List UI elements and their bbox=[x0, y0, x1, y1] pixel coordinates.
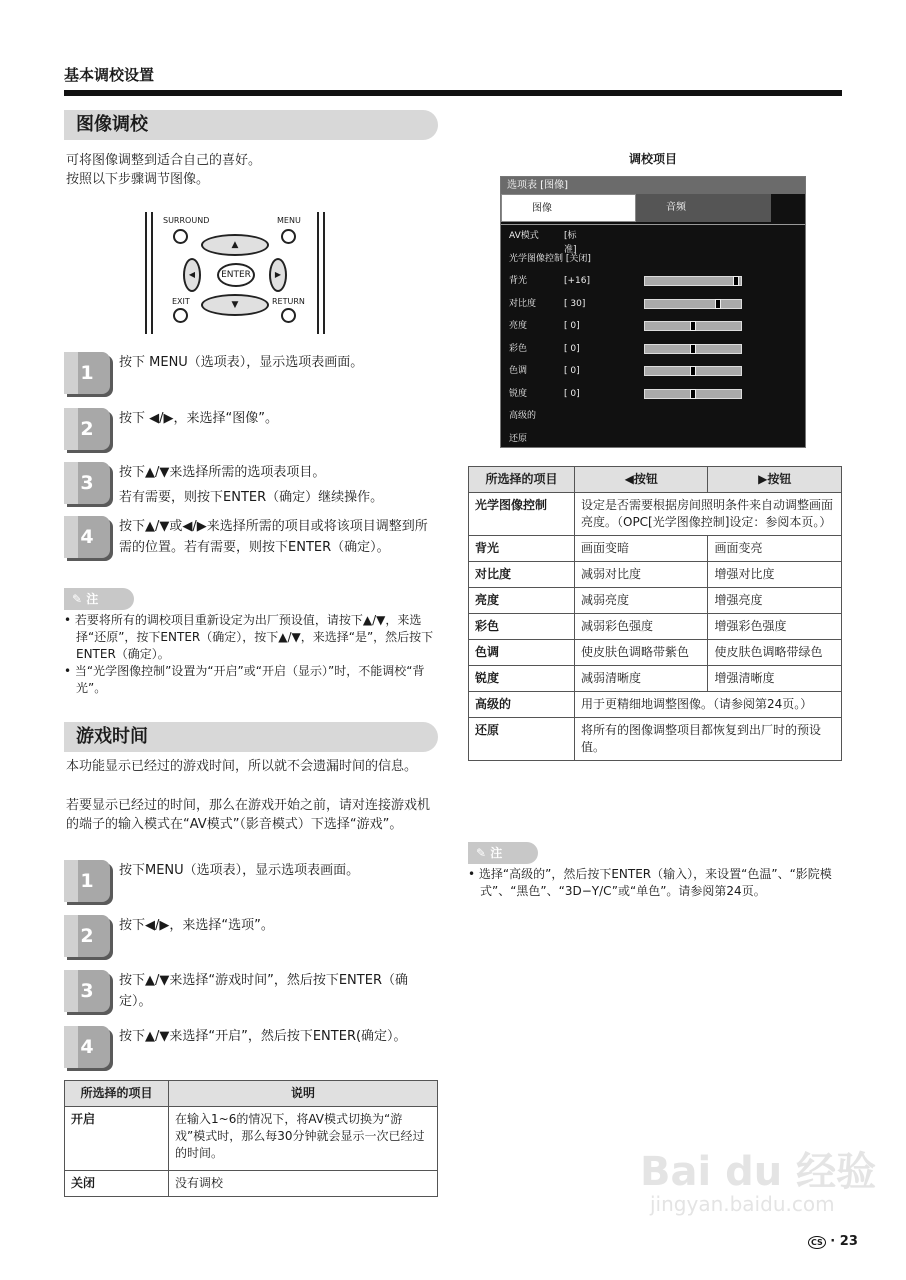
osd-row-label: AV模式 bbox=[509, 231, 539, 241]
osd-row[interactable] bbox=[509, 364, 799, 378]
osd-row-value: [ 0] bbox=[564, 321, 580, 331]
osd-row-label: 光学图像控制 [关闭] bbox=[509, 254, 591, 264]
note-label: ✎ 注 bbox=[64, 588, 134, 610]
enter-button[interactable]: ENTER bbox=[217, 263, 255, 287]
step-text: 按下▲/▼来选择“开启”，然后按下ENTER(确定）。 bbox=[119, 1029, 407, 1044]
step-2 bbox=[64, 408, 438, 450]
step-text: 按下MENU（选项表），显示选项表画面。 bbox=[119, 863, 360, 878]
osd-row-value: [ 0] bbox=[564, 344, 580, 354]
table-header: ▶按钮 bbox=[708, 467, 842, 493]
osd-row[interactable] bbox=[509, 409, 536, 423]
menu-button[interactable] bbox=[281, 229, 296, 244]
exit-button[interactable] bbox=[173, 308, 188, 323]
right-button[interactable]: ▶ bbox=[269, 258, 287, 292]
step-number: 1 bbox=[64, 860, 110, 902]
osd-row[interactable] bbox=[509, 319, 799, 333]
osd-row-value: [标准] bbox=[564, 231, 577, 255]
surround-button[interactable] bbox=[173, 229, 188, 244]
table-cell: 减弱彩色强度 bbox=[575, 614, 708, 640]
step-number: 4 bbox=[64, 516, 110, 558]
up-button[interactable]: ▲ bbox=[201, 234, 269, 256]
osd-tab-audio[interactable] bbox=[636, 194, 771, 222]
note-text: 当“光学图像控制”设置为“开启”或“开启（显示）”时，不能调校“背光”。 bbox=[74, 664, 425, 695]
step-number: 3 bbox=[64, 970, 110, 1012]
step-text-line: 若有需要，则按下ENTER（确定）继续操作。 bbox=[119, 490, 384, 505]
table-header: 所选择的项目 bbox=[65, 1081, 169, 1107]
step2-4 bbox=[64, 1026, 438, 1068]
step-4 bbox=[64, 516, 438, 580]
osd-row-label: 背光 bbox=[509, 276, 528, 286]
intro-line-1: 可将图像调整到适合自己的喜好。 bbox=[66, 153, 262, 168]
surround-label: SURROUND bbox=[163, 216, 210, 225]
step-number: 3 bbox=[64, 462, 110, 504]
osd-row[interactable] bbox=[509, 342, 799, 356]
note-text: 若要将所有的调校项目重新设定为出厂预设值，请按下▲/▼，来选择“还原”，按下ENTER（确定），按下▲/▼，来选择“是”，然后按下ENTER（确定）。 bbox=[74, 613, 434, 661]
osd-row-label: 色调 bbox=[509, 366, 528, 376]
down-button[interactable]: ▼ bbox=[201, 294, 269, 316]
osd-tab-label: 图像 bbox=[532, 203, 552, 214]
return-button[interactable] bbox=[281, 308, 296, 323]
osd-caption: 调校项目 bbox=[628, 152, 677, 166]
note-label-text: 注 bbox=[86, 592, 99, 606]
osd-row[interactable] bbox=[509, 229, 577, 255]
note-item: • 当“光学图像控制”设置为“开启”或“开启（显示）”时，不能调校“背光”。 bbox=[64, 664, 425, 695]
table-header: 说明 bbox=[169, 1081, 438, 1107]
table-cell: 光学图像控制 bbox=[469, 493, 575, 536]
game-time-title: 游戏时间 bbox=[64, 722, 438, 752]
left-button[interactable]: ◀ bbox=[183, 258, 201, 292]
table-cell: 将所有的图像调整项目都恢复到出厂时的预设值。 bbox=[575, 718, 842, 761]
osd-row-label: 高级的 bbox=[509, 411, 537, 421]
osd-row[interactable] bbox=[509, 274, 799, 288]
table-cell: 减弱亮度 bbox=[575, 588, 708, 614]
step-text: 按下 MENU（选项表），显示选项表画面。 bbox=[119, 355, 364, 370]
step-1 bbox=[64, 352, 438, 394]
table-cell: 增强彩色强度 bbox=[708, 614, 842, 640]
table-cell: 减弱对比度 bbox=[575, 562, 708, 588]
page-number: 23 bbox=[839, 1234, 858, 1249]
osd-menu bbox=[500, 176, 806, 448]
table-cell: 背光 bbox=[469, 536, 575, 562]
table-cell: 在输入1~6的情况下，将AV模式切换为“游戏”模式时，那么每30分钟就会显示一次已经过的时间。 bbox=[169, 1107, 438, 1171]
table-cell: 增强亮度 bbox=[708, 588, 842, 614]
note-2: • 选择“高级的”，然后按下ENTER（输入），来设置“色温”、“影院模式”、“黑色”、“3D−Y/C”或“单色”。请参阅第24页。 bbox=[468, 867, 832, 898]
image-adjust-title: 图像调校 bbox=[64, 110, 438, 140]
table-cell: 没有调校 bbox=[169, 1171, 438, 1197]
table-cell: 使皮肤色调略带绿色 bbox=[708, 640, 842, 666]
table-cell: 用于更精细地调整图像。（请参阅第24页。） bbox=[575, 692, 842, 718]
step2-3 bbox=[64, 970, 438, 1012]
osd-row-label: 亮度 bbox=[509, 321, 528, 331]
table-cell: 减弱清晰度 bbox=[575, 666, 708, 692]
game-para-2: 若要显示已经过的时间，那么在游戏开始之前，请对连接游戏机的端子的输入模式在“AV模式”（影音模式）下选择“游戏”。 bbox=[66, 798, 431, 832]
osd-row-value: [ 30] bbox=[564, 299, 586, 309]
osd-tab-label: 音频 bbox=[666, 202, 686, 213]
table-cell: 开启 bbox=[65, 1107, 169, 1171]
step-number: 4 bbox=[64, 1026, 110, 1068]
note-item: • 若要将所有的调校项目重新设定为出厂预设值，请按下▲/▼，来选择“还原”，按下ENTER（确定），按下▲/▼，来选择“是”，然后按下ENTER（确定）。 bbox=[64, 613, 434, 661]
osd-title: 选项表 [图像] bbox=[501, 177, 805, 194]
section-header: 基本调校设置 bbox=[64, 66, 155, 84]
table-cell: 增强对比度 bbox=[708, 562, 842, 588]
watermark-url: jingyan.baidu.com bbox=[650, 1192, 835, 1216]
step-3 bbox=[64, 462, 438, 510]
game-para-1: 本功能显示已经过的游戏时间，所以就不会遗漏时间的信息。 bbox=[66, 759, 418, 774]
menu-label: MENU bbox=[277, 216, 301, 225]
table-cell: 设定是否需要根据房间照明条件来自动调整画面亮度。（OPC[光学图像控制]设定：参阅本页。） bbox=[575, 493, 842, 536]
step-text: 按下 ◀/▶，来选择“图像”。 bbox=[119, 411, 278, 426]
table-cell: 画面变亮 bbox=[708, 536, 842, 562]
note-label-text: 注 bbox=[490, 846, 503, 860]
table-cell: 彩色 bbox=[469, 614, 575, 640]
step2-1 bbox=[64, 860, 438, 902]
step2-2 bbox=[64, 915, 438, 957]
table-cell: 关闭 bbox=[65, 1171, 169, 1197]
step-text bbox=[119, 462, 439, 508]
osd-row[interactable] bbox=[509, 297, 799, 311]
step-text-line: 按下▲/▼来选择所需的选项表项目。 bbox=[119, 465, 326, 480]
table-cell: 锐度 bbox=[469, 666, 575, 692]
osd-row[interactable] bbox=[509, 387, 799, 401]
step-text: 按下▲/▼来选择“游戏时间”，然后按下ENTER（确定）。 bbox=[119, 973, 408, 1009]
osd-row[interactable] bbox=[509, 252, 591, 266]
table-cell: 还原 bbox=[469, 718, 575, 761]
exit-label: EXIT bbox=[172, 297, 190, 306]
osd-rows bbox=[501, 224, 805, 448]
osd-row-value: [ 0] bbox=[564, 389, 580, 399]
header-rule bbox=[64, 90, 842, 96]
game-time-table bbox=[64, 1080, 438, 1197]
osd-row-label: 彩色 bbox=[509, 344, 528, 354]
table-cell: 增强清晰度 bbox=[708, 666, 842, 692]
intro-line-2: 按照以下步骤调节图像。 bbox=[66, 172, 210, 187]
notes-1 bbox=[64, 612, 438, 697]
table-header: ◀按钮 bbox=[575, 467, 708, 493]
table-cell: 画面变暗 bbox=[575, 536, 708, 562]
cs-badge: CS bbox=[808, 1236, 826, 1249]
table-cell: 使皮肤色调略带紫色 bbox=[575, 640, 708, 666]
osd-row[interactable] bbox=[509, 432, 527, 446]
step-text: 按下◀/▶，来选择“选项”。 bbox=[119, 918, 274, 933]
return-label: RETURN bbox=[272, 297, 305, 306]
table-cell: 亮度 bbox=[469, 588, 575, 614]
note-text: 选择“高级的”，然后按下ENTER（输入），来设置“色温”、“影院模式”、“黑色”、“3D−Y/C”或“单色”。请参阅第24页。 bbox=[478, 867, 832, 898]
table-cell: 色调 bbox=[469, 640, 575, 666]
step-number: 1 bbox=[64, 352, 110, 394]
note-label-2: ✎ 注 bbox=[468, 842, 538, 864]
osd-row-value: [ 0] bbox=[564, 366, 580, 376]
table-cell: 高级的 bbox=[469, 692, 575, 718]
step-text: 按下▲/▼或◀/▶来选择所需的项目或将该项目调整到所需的位置。若有需要，则按下ENTER（确定）。 bbox=[119, 519, 428, 555]
osd-tab-image[interactable] bbox=[501, 194, 636, 222]
osd-row-label: 锐度 bbox=[509, 389, 528, 399]
page-footer: CS · 23 bbox=[808, 1234, 858, 1249]
step-number: 2 bbox=[64, 915, 110, 957]
image-adjust-table bbox=[468, 466, 842, 761]
remote-illustration bbox=[145, 212, 325, 334]
osd-row-value: [+16] bbox=[564, 276, 591, 286]
table-cell: 对比度 bbox=[469, 562, 575, 588]
table-header: 所选择的项目 bbox=[469, 467, 575, 493]
step-number: 2 bbox=[64, 408, 110, 450]
osd-row-label: 还原 bbox=[509, 434, 528, 444]
osd-row-label: 对比度 bbox=[509, 299, 537, 309]
watermark-logo: Bai du 经验 bbox=[640, 1149, 877, 1195]
